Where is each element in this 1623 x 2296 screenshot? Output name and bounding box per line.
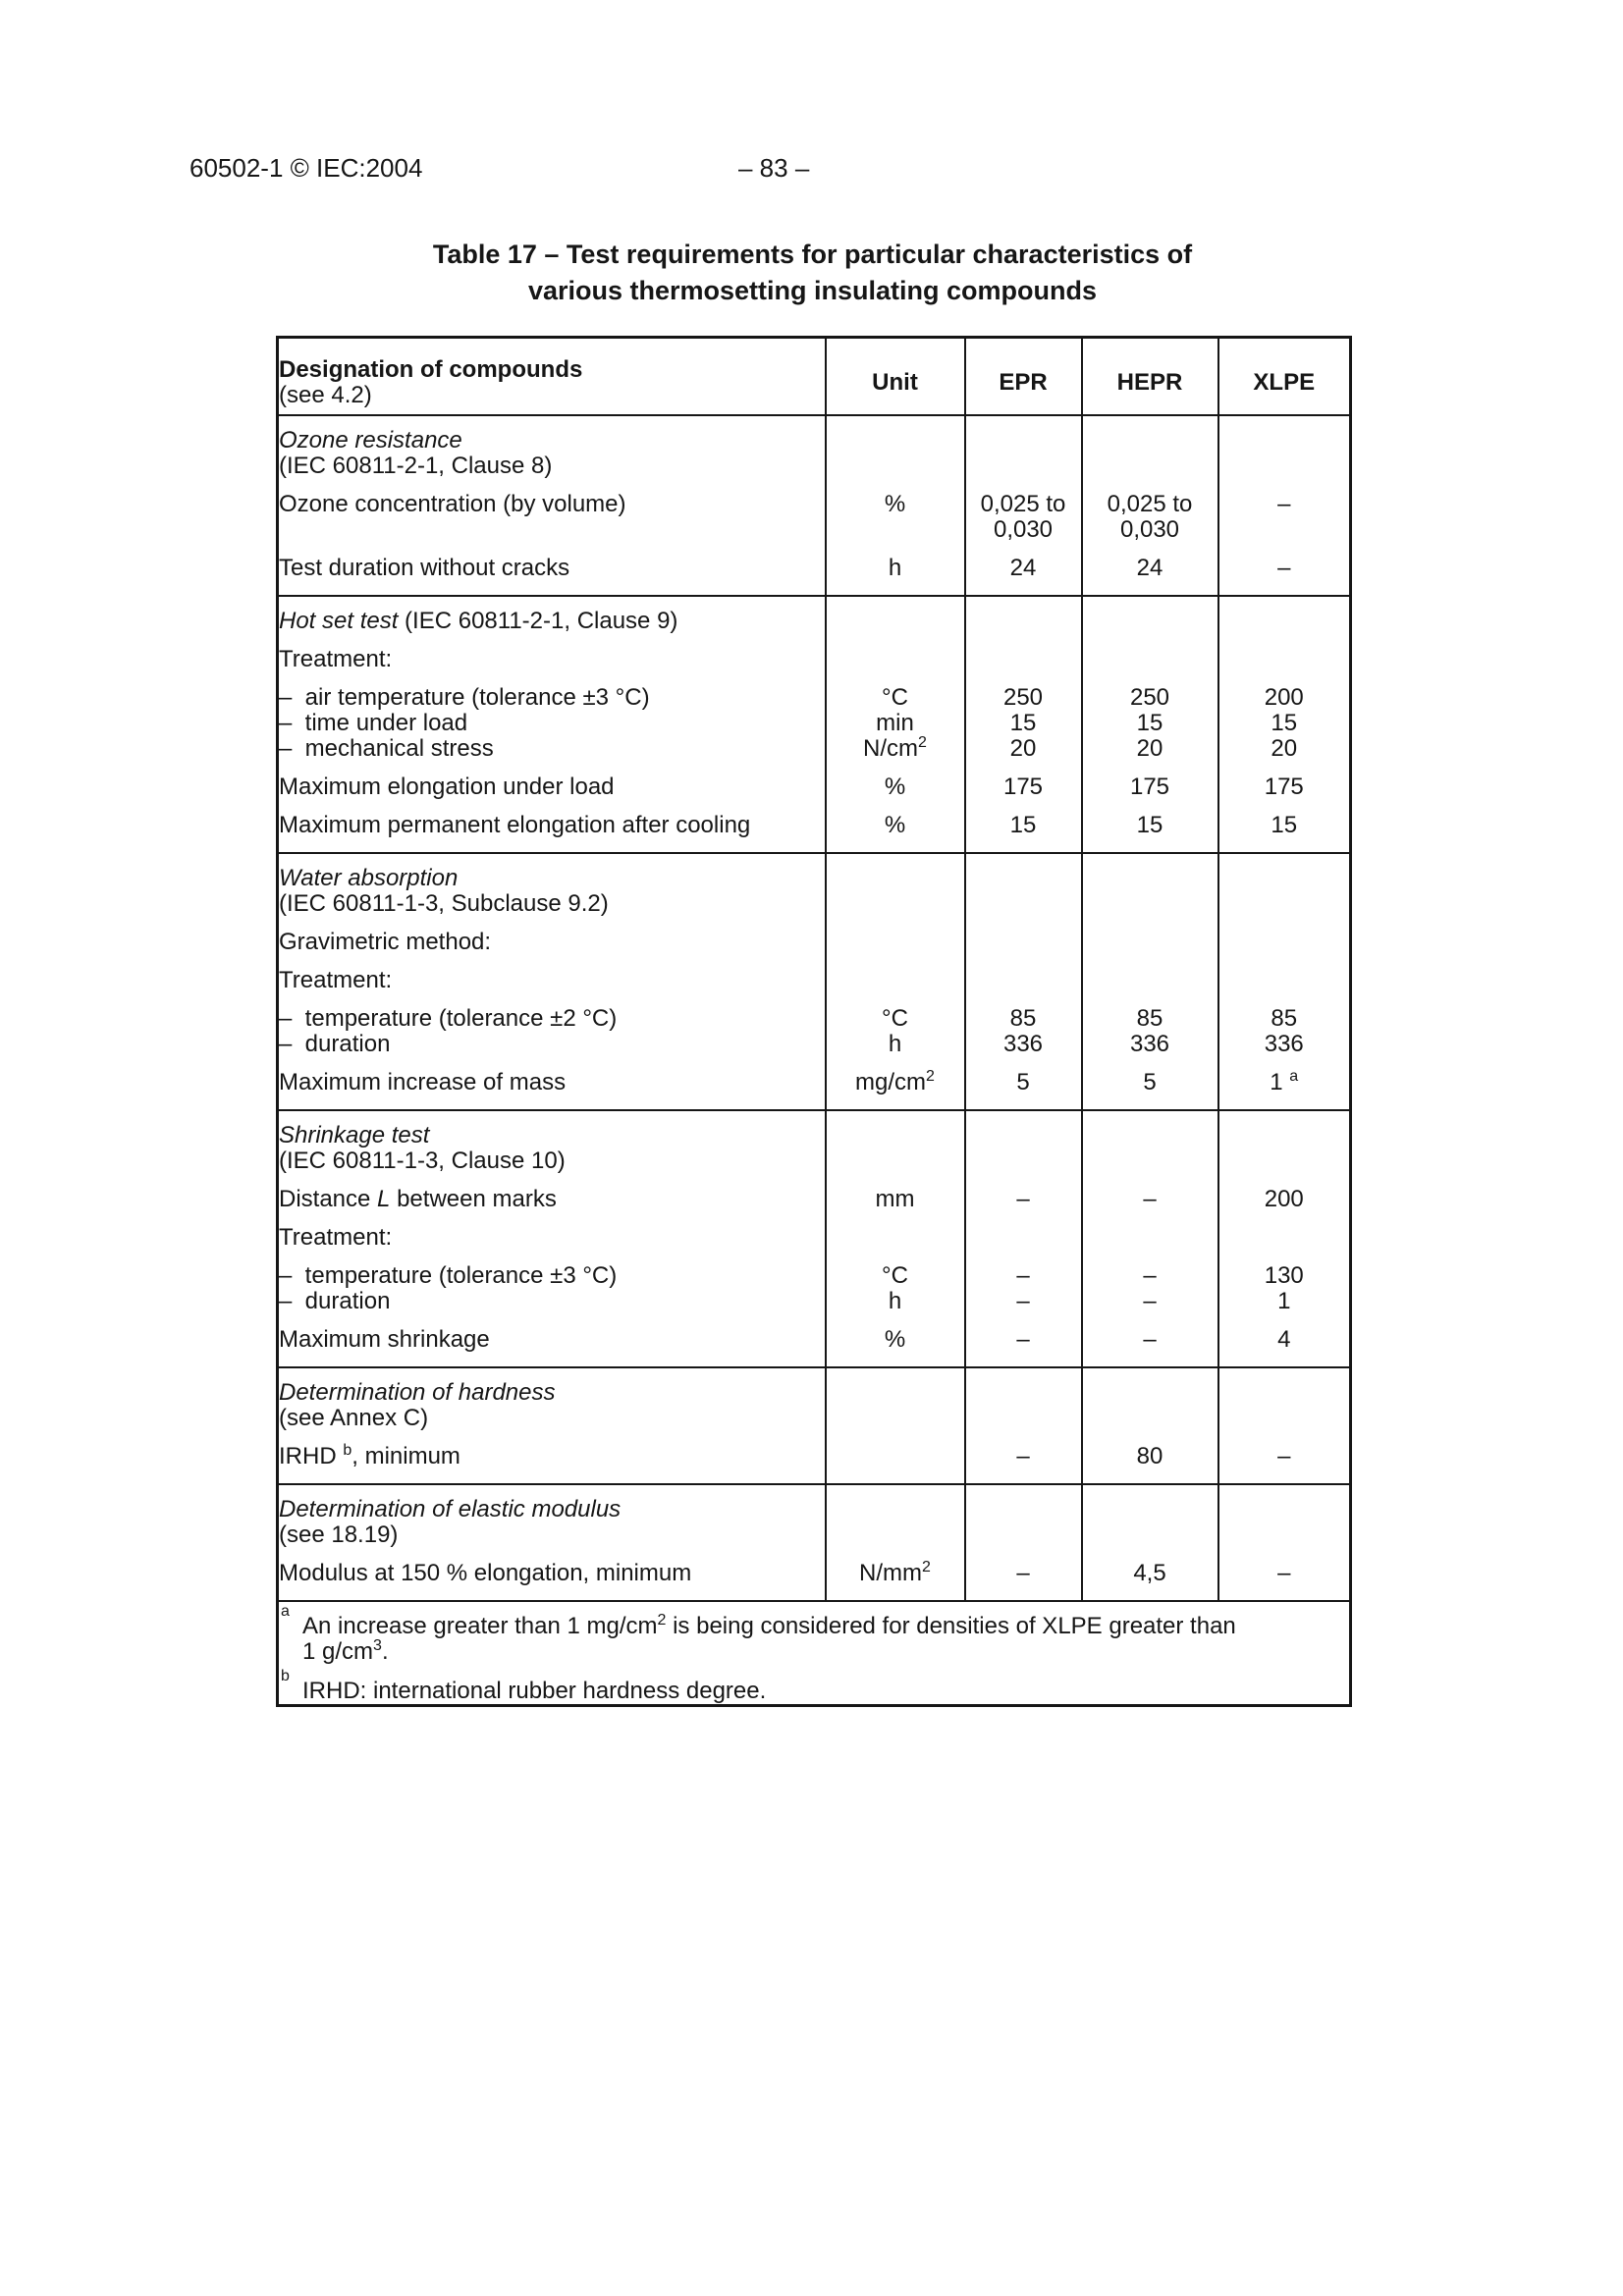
section-hardness-heading [278,1367,1351,1431]
cell-xlpe: 200 [1218,1174,1351,1212]
cell-hepr: 24 [1082,543,1218,596]
cell-epr: 85 336 [965,993,1082,1057]
row-label: Maximum increase of mass [278,1057,826,1110]
row-distance [278,1174,1351,1212]
table-title [276,237,1349,309]
cell-xlpe: – [1218,1431,1351,1484]
cell-epr: – [965,1174,1082,1212]
section-heading-cell [278,853,826,917]
row-hot-set-treatment [278,672,1351,762]
section-heading-cell [278,1484,826,1548]
footnote-a-line2: 1 $g/cm^3$. [302,1637,389,1665]
cell-unit: °C h [826,993,965,1057]
cell-hepr: 250 15 20 [1082,672,1218,762]
row-label: Ozone concentration (by volume) [278,479,826,543]
table-header-row [278,338,1351,416]
row-max-shrinkage [278,1314,1351,1367]
header-designation [278,338,826,416]
row-modulus [278,1548,1351,1601]
section-title: Shrinkage test [279,1122,430,1148]
cell-unit: $N/mm^2$ [826,1548,965,1601]
row-water-treatment [278,993,1351,1057]
cell-epr: 15 [965,800,1082,853]
cell-hepr: – – [1082,1251,1218,1314]
cell-hepr: 0,025 to 0,030 [1082,479,1218,543]
row-label: Maximum shrinkage [278,1314,826,1367]
header-unit: Unit [826,338,965,416]
cell-epr: 5 [965,1057,1082,1110]
cell-epr: – [965,1548,1082,1601]
cell-xlpe: 85 336 [1218,993,1351,1057]
footnotes-cell [278,1601,1351,1706]
cell-epr: 250 15 20 [965,672,1082,762]
row-hot-set-treatment-label [278,634,1351,672]
header-xlpe: XLPE [1218,338,1351,416]
cell-hepr: 5 [1082,1057,1218,1110]
row-ozone-duration [278,543,1351,596]
row-permanent-elongation [278,800,1351,853]
section-elastic-heading [278,1484,1351,1548]
section-title: Hot set test [279,608,399,634]
header-hepr: HEPR [1082,338,1218,416]
section-ref: (IEC 60811-2-1, Clause 8) [279,453,553,479]
row-gravimetric-label [278,917,1351,955]
cell-epr: 175 [965,762,1082,800]
section-heading-cell [278,596,826,634]
section-title: Determination of hardness [279,1379,556,1406]
cell-unit: $mg/cm^2$ [826,1057,965,1110]
header-epr: EPR [965,338,1082,416]
row-label: Modulus at 150 % elongation, minimum [278,1548,826,1601]
cell-hepr: – [1082,1174,1218,1212]
cell-hepr: 85 336 [1082,993,1218,1057]
cell-unit: % [826,762,965,800]
row-label: – temperature (tolerance ±2 °C) – duration [278,993,826,1057]
row-shrinkage-treatment [278,1251,1351,1314]
row-mass-increase [278,1057,1351,1110]
section-ref: (see 18.19) [279,1522,399,1548]
cell-xlpe: – [1218,1548,1351,1601]
row-label: IRHD $^b$, minimum [278,1431,826,1484]
row-label: Treatment: [278,634,826,672]
row-label: – temperature (tolerance ±3 °C) – duration [278,1251,826,1314]
section-ref: (see Annex C) [279,1405,429,1431]
cell-hepr: 4,5 [1082,1548,1218,1601]
footnote-b: b IRHD: international rubber hardness degree. [279,1679,1349,1704]
row-label: Maximum permanent elongation after cooling [278,800,826,853]
cell-unit: °C min $N/cm^2$ [826,672,965,762]
row-label: Treatment: [278,1212,826,1251]
cell-unit: % [826,800,965,853]
table-17 [276,336,1352,1707]
section-ref: (IEC 60811-1-3, Subclause 9.2) [279,890,609,917]
row-label: Gravimetric method: [278,917,826,955]
section-hot-set-heading [278,596,1351,634]
footnotes-row [278,1601,1351,1706]
section-title: Determination of elastic modulus [279,1496,622,1522]
cell-xlpe: 200 15 20 [1218,672,1351,762]
section-shrinkage-heading [278,1110,1351,1174]
cell-epr: 24 [965,543,1082,596]
row-shrinkage-treatment-label [278,1212,1351,1251]
section-water-heading [278,853,1351,917]
row-label: Distance L between marks [278,1174,826,1212]
cell-epr: – – [965,1251,1082,1314]
footnote-a-line1: An increase greater than 1 $mg/cm^2$ is being considered for densities of XLPE greater than [302,1612,1236,1639]
cell-epr: – [965,1431,1082,1484]
cell-xlpe: – [1218,479,1351,543]
table-title-line1: Table 17 – Test requirements for particular characteristics of [432,240,1193,269]
cell-epr: – [965,1314,1082,1367]
row-ozone-concentration [278,479,1351,543]
table-container [276,336,1352,1707]
cell-unit: °C h [826,1251,965,1314]
cell-hepr: – [1082,1314,1218,1367]
row-irhd [278,1431,1351,1484]
row-label: Maximum elongation under load [278,762,826,800]
section-title: Water absorption [279,865,459,891]
header-designation-line1: Designation of compounds [279,356,583,383]
cell-xlpe: 130 1 [1218,1251,1351,1314]
section-ref: (IEC 60811-2-1, Clause 9) [398,608,678,634]
cell-xlpe: – [1218,543,1351,596]
cell-unit [826,1431,965,1484]
cell-unit: % [826,479,965,543]
row-label: Treatment: [278,955,826,993]
page-number: – 83 – [738,153,810,183]
table-title-line2: various thermosetting insulating compounds [527,276,1098,305]
cell-unit: h [826,543,965,596]
cell-hepr: 80 [1082,1431,1218,1484]
cell-unit: % [826,1314,965,1367]
cell-hepr: 175 [1082,762,1218,800]
document-reference: 60502-1 © IEC:2004 [189,153,423,183]
row-label: Test duration without cracks [278,543,826,596]
section-heading-cell [278,1367,826,1431]
row-label: – air temperature (tolerance ±3 °C) – time under load – mechanical stress [278,672,826,762]
cell-xlpe: 1 $^a$ [1218,1057,1351,1110]
cell-xlpe: 15 [1218,800,1351,853]
footnote-a: a An increase greater than 1 $mg/cm^2$ is being considered for densities of XLPE greater than 1 $g/cm^3$. [279,1614,1349,1665]
section-heading-cell [278,1110,826,1174]
section-title: Ozone resistance [279,427,462,454]
section-ref: (IEC 60811-1-3, Clause 10) [279,1148,566,1174]
header-designation-line2: (see 4.2) [279,382,372,408]
cell-xlpe: 4 [1218,1314,1351,1367]
cell-unit: mm [826,1174,965,1212]
cell-hepr: 15 [1082,800,1218,853]
cell-epr: 0,025 to 0,030 [965,479,1082,543]
footnote-b-text: IRHD: international rubber hardness degree. [302,1678,767,1704]
cell-xlpe: 175 [1218,762,1351,800]
section-heading-cell [278,415,826,479]
row-water-treatment-label [278,955,1351,993]
section-ozone-heading [278,415,1351,479]
row-max-elongation [278,762,1351,800]
